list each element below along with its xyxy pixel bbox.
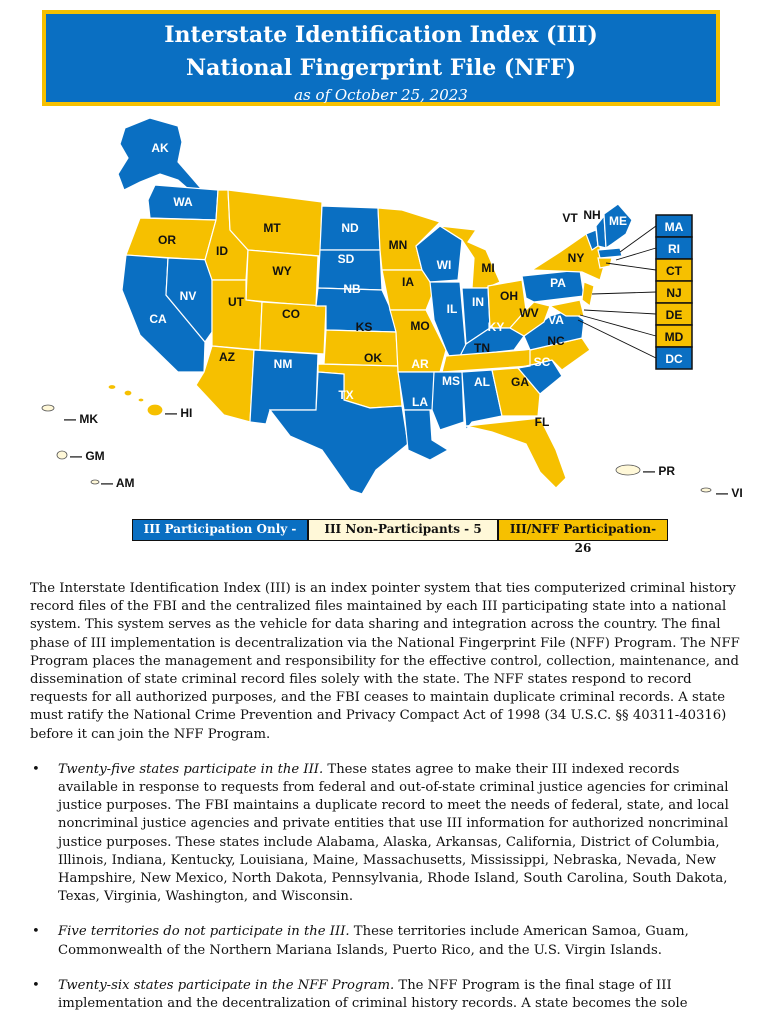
label-pa: PA xyxy=(550,276,566,290)
label-sd: SD xyxy=(337,252,355,266)
bullet-nff-states xyxy=(30,977,742,1013)
title-line-1: Interstate Identification Index (III) xyxy=(164,22,598,48)
label-ut: UT xyxy=(228,295,244,309)
label-la: LA xyxy=(412,395,428,409)
label-ia: IA xyxy=(402,275,414,289)
label-nh: NH xyxy=(583,208,601,222)
bullet-list xyxy=(30,761,742,1013)
label-ga: GA xyxy=(511,375,529,389)
bullet-3-text: The NFF Program is the final stage of III implementation and the decentralization of criminal history records. A state becomes the sole xyxy=(58,977,688,1012)
label-mi: MI xyxy=(481,261,495,275)
map-legend xyxy=(132,519,668,555)
label-ak: AK xyxy=(151,141,169,155)
state-ks xyxy=(324,330,398,366)
label-nm: NM xyxy=(273,357,293,371)
hawaii-islands xyxy=(108,385,163,417)
territory-vi-shape xyxy=(701,488,711,492)
territory-am-shape xyxy=(91,480,99,484)
label-ny: NY xyxy=(567,251,585,265)
label-il: IL xyxy=(446,302,458,316)
territory-mk-shape xyxy=(42,405,54,411)
legend-iii-nff: III/NFF Participation- 26 xyxy=(498,519,668,541)
box-ct-label: CT xyxy=(666,264,682,278)
box-de-label: DE xyxy=(665,308,683,322)
label-ky: KY xyxy=(487,320,505,334)
label-ks: KS xyxy=(355,320,373,334)
box-nj-label: NJ xyxy=(666,286,682,300)
territory-pr-label: — PR xyxy=(643,464,676,478)
label-ok: OK xyxy=(364,351,382,365)
label-mo: MO xyxy=(410,319,430,333)
label-nc: NC xyxy=(547,334,565,348)
label-ca: CA xyxy=(149,312,167,326)
state-ct xyxy=(598,258,612,268)
bullet-territories xyxy=(30,923,742,959)
box-ri-label: RI xyxy=(668,242,680,256)
label-or: OR xyxy=(158,233,176,247)
state-ma xyxy=(598,248,622,258)
label-wv: WV xyxy=(519,306,539,320)
territory-vi-label: — VI xyxy=(716,486,743,500)
legend-non-participants: III Non-Participants - 5 xyxy=(308,519,498,541)
label-ms: MS xyxy=(442,374,460,388)
label-co: CO xyxy=(282,307,300,321)
bullet-3-lead: Twenty-six states participate in the NFF Program. xyxy=(58,977,395,993)
bullet-1-text: These states agree to make their III indexed records available in response to requests from federal and out-of-state criminal justice agencies for criminal justice purposes. The FBI maintains a duplicate record to meet the needs of federal, state, and local noncriminal justice agencies and private entities that use III information for authorized noncriminal justice purposes. These states include Alabama, Alaska, Arkansas, California, District of Columbia, Illinois, Indiana, Kentucky, Louisiana, Maine, Massachusetts, Mississippi, Nebraska, Nevada, New Hampshire, New Mexico, North Dakota, Pennsylvania, Rhode Island, South Carolina, South Dakota, Texas, Virginia, Washington, and Wisconsin. xyxy=(58,761,729,905)
territory-gm-shape xyxy=(57,451,67,459)
territory-gm-label: — GM xyxy=(70,449,105,463)
label-wa: WA xyxy=(173,195,193,209)
box-md-label: MD xyxy=(664,330,684,344)
bullet-1-lead: Twenty-five states participate in the III. xyxy=(58,761,324,777)
label-va: VA xyxy=(548,313,564,327)
title-line-2: National Fingerprint File (NFF) xyxy=(185,55,577,81)
us-map xyxy=(0,110,768,515)
title-banner xyxy=(42,10,720,106)
label-tn: TN xyxy=(474,341,490,355)
bullet-2-text: These territories include American Samoa, Guam, Commonwealth of the Northern Mariana Islands, Puerto Rico, and the U.S. Virgin Islands. xyxy=(58,924,689,958)
label-nv: NV xyxy=(179,289,197,303)
territory-hi-label: — HI xyxy=(165,406,193,420)
label-mt: MT xyxy=(263,221,281,235)
east-callout-boxes xyxy=(656,215,692,369)
body-text xyxy=(30,580,742,1013)
state-ak xyxy=(118,118,204,194)
label-ar: AR xyxy=(411,357,429,371)
territory-mk-label: — MK xyxy=(64,412,98,426)
label-tx: TX xyxy=(338,388,354,402)
bullet-2-lead: Five territories do not participate in the III. xyxy=(58,924,350,940)
territory-pr-shape xyxy=(616,465,640,475)
label-in: IN xyxy=(472,295,484,309)
intro-paragraph: The Interstate Identification Index (III) is an index pointer system that ties computerized criminal history record files of the FBI and the centralized files maintained by each III participating state into a national system. This system serves as the vehicle for data sharing and integration across the country. The final phase of III implementation is decentralization via the National Fingerprint File (NFF) Program. The NFF Program places the management and responsibility for the effective control, collection, maintenance, and dissemination of state criminal record files solely with the state. The NFF states respond to record requests for all authorized purposes, and the FBI ceases to maintain duplicate criminal records. A state must ratify the National Crime Prevention and Privacy Compact Act of 1998 (34 U.S.C. §§ 40311-40316) before it can join the NFF Program. xyxy=(30,581,740,742)
label-sc: SC xyxy=(533,355,551,369)
label-az: AZ xyxy=(219,350,235,364)
label-nb: NB xyxy=(343,282,361,296)
label-al: AL xyxy=(474,375,490,389)
label-oh: OH xyxy=(500,289,518,303)
label-me: ME xyxy=(609,214,627,228)
label-nd: ND xyxy=(341,221,359,235)
state-fl xyxy=(466,418,566,488)
title-date: as of October 25, 2023 xyxy=(294,86,468,104)
bullet-iii-states xyxy=(30,761,742,907)
box-dc-label: DC xyxy=(665,352,683,366)
legend-iii-only: III Participation Only - 25 xyxy=(132,519,308,541)
label-mn: MN xyxy=(388,238,408,252)
box-ma-label: MA xyxy=(664,220,684,234)
territory-am-label: — AM xyxy=(101,476,135,490)
label-fl: FL xyxy=(534,415,550,429)
label-id: ID xyxy=(216,244,228,258)
label-vt: VT xyxy=(562,211,578,225)
state-wy xyxy=(246,250,318,306)
label-wi: WI xyxy=(436,258,452,272)
label-wy: WY xyxy=(272,264,292,278)
